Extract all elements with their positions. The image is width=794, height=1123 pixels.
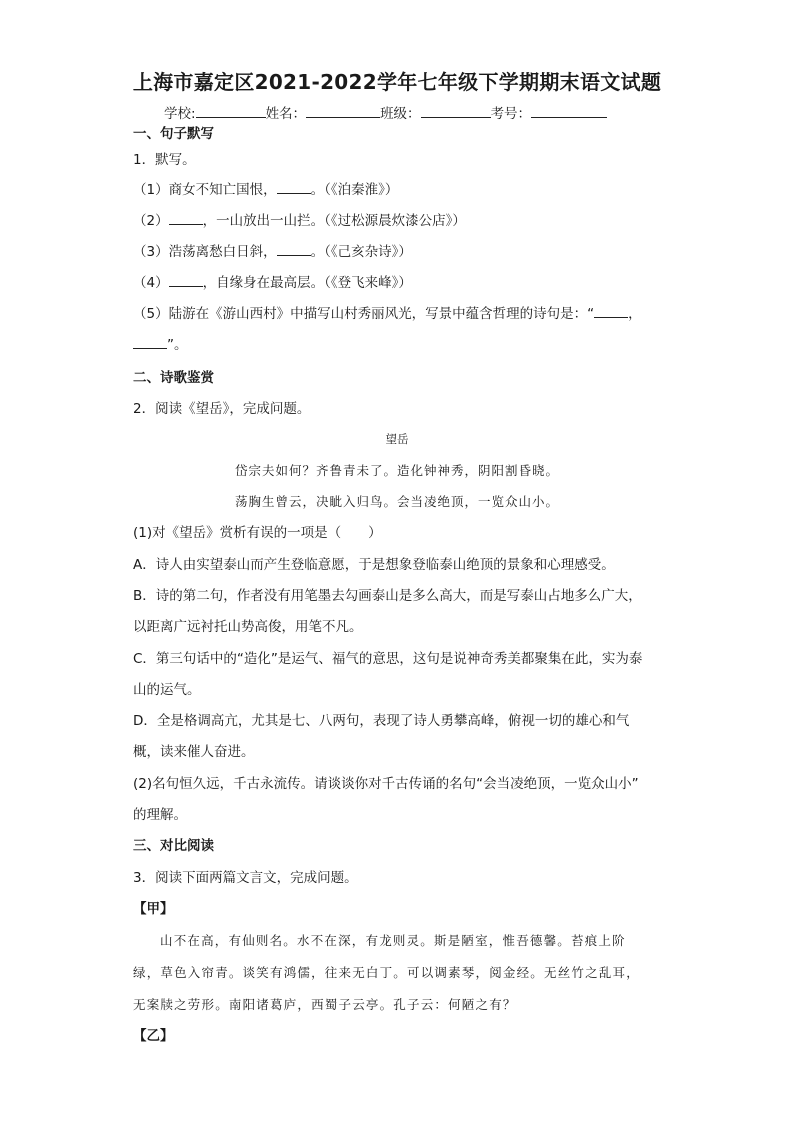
poem-title: 望岳 [385,432,409,446]
answer-blank[interactable] [169,212,203,225]
name-blank[interactable] [306,105,380,118]
option-c-line-1: C．第三句话中的“造化”是运气、福气的意思，这句是说神奇秀美都聚集在此，实为泰 [133,651,643,667]
poem-line-2: 荡胸生曾云，决眦入归鸟。会当凌绝顶，一览众山小。 [234,494,559,509]
option-d-line-2: 概，读来催人奋进。 [133,744,255,760]
question-1-item-4: （4） ，自缘身在最高层。（《登飞来峰》） [133,275,412,291]
answer-blank[interactable] [133,336,167,349]
passage-jia-line-1: 山不在高，有仙则名。水不在深，有龙则灵。斯是陋室，惟吾德馨。苔痕上阶 [160,933,626,948]
question-1-item-2: （2） ，一山放出一山拦。（《过松源晨炊漆公店》） [133,213,466,229]
answer-blank[interactable] [277,181,311,194]
option-a: A．诗人由实望泰山而产生登临意愿，于是想象登临泰山绝顶的景象和心理感受。 [133,557,615,573]
section-heading-2: 二、诗歌鉴赏 [133,370,214,386]
answer-blank[interactable] [277,243,311,256]
question-1-item-1: （1）商女不知亡国恨， 。（《泊秦淮》） [133,182,399,198]
student-info-line [164,102,607,122]
passage-yi-label: 【乙】 [133,1028,174,1044]
question-2-sub-2-line-2: 的理解。 [133,807,187,823]
question-2-label: 2．阅读《望岳》，完成问题。 [133,401,311,417]
answer-blank[interactable] [169,274,203,287]
question-1-item-5-cont: ”。 [133,335,188,355]
page-title: 上海市嘉定区2021-2022学年七年级下学期期末语文试题 [132,70,662,94]
question-1-label: 1．默写。 [133,152,196,168]
passage-jia-line-2: 绿，草色入帘青。谈笑有鸿儒，往来无白丁。可以调素琴，阅金经。无丝竹之乱耳， [133,965,640,980]
school-label: 学校: [164,106,196,122]
poem-line-1: 岱宗夫如何？齐鲁青未了。造化钟神秀，阴阳割昏晓。 [234,463,559,478]
option-b-line-2: 以距离广远衬托山势高俊，用笔不凡。 [133,619,363,635]
exam-no-label: 考号： [490,106,532,122]
section-heading-3: 三、对比阅读 [133,838,214,854]
passage-jia-line-3: 无案牍之劳形。南阳诸葛庐，西蜀子云亭。孔子云：何陋之有？ [133,997,517,1012]
class-blank[interactable] [421,105,491,118]
name-label: 姓名： [265,106,307,122]
option-b-line-1: B．诗的第二句，作者没有用笔墨去勾画泰山是多么高大，而是写泰山占地多么广大， [133,588,642,604]
section-heading-1: 一、句子默写 [133,126,214,142]
question-2-sub-1: (1)对《望岳》赏析有误的一项是（ ） [133,525,382,541]
question-3-label: 3．阅读下面两篇文言文，完成问题。 [133,870,358,886]
option-d-line-1: D．全是格调高亢，尤其是七、八两句，表现了诗人勇攀高峰，俯视一切的雄心和气 [133,713,630,729]
option-c-line-2: 山的运气。 [133,682,201,698]
passage-jia-label: 【甲】 [133,901,174,917]
answer-blank[interactable] [594,305,628,318]
exam-no-blank[interactable] [531,105,607,118]
class-label: 班级： [380,106,421,122]
question-1-item-3: （3）浩荡离愁白日斜， 。（《己亥杂诗》） [133,244,412,260]
school-blank[interactable] [196,105,266,118]
question-2-sub-2-line-1: (2)名句恒久远，千古永流传。请谈谈你对千古传诵的名句“会当凌绝顶，一览众山小” [133,776,639,792]
question-1-item-5: （5）陆游在《游山西村》中描写山村秀丽风光，写景中蕴含哲理的诗句是：“ ， [133,306,642,322]
